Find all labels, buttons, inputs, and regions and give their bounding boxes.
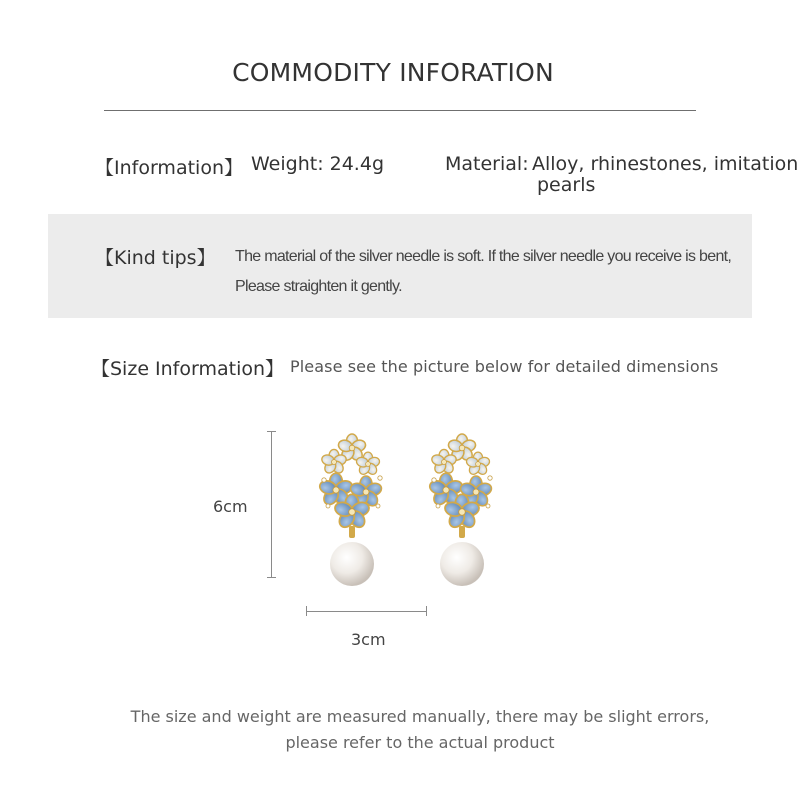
height-label: 6cm: [213, 497, 248, 516]
width-label: 3cm: [351, 630, 386, 649]
material-value-line1: Alloy, rhinestones, imitation: [532, 153, 799, 175]
kind-tips-label: 【Kind tips】: [95, 247, 216, 269]
right-earring: [428, 434, 493, 586]
material-label: Material:: [445, 153, 529, 175]
height-dimension-cap-top: [267, 431, 276, 432]
height-dimension-cap-bottom: [267, 577, 276, 578]
footer-line2: please refer to the actual product: [285, 733, 555, 752]
earring-pair-image: [290, 420, 520, 595]
size-information-label: 【Size Information】: [91, 358, 285, 380]
left-earring: [318, 434, 383, 586]
title-divider: [104, 110, 696, 111]
width-dimension-line: [306, 611, 427, 612]
page-title: COMMODITY INFORATION: [232, 58, 554, 87]
width-dimension-cap-left: [306, 606, 307, 616]
kind-tips-line2: Please straighten it gently.: [235, 278, 402, 295]
material-value-line2: pearls: [537, 174, 596, 196]
material-block: [445, 153, 799, 196]
width-dimension-cap-right: [426, 606, 427, 616]
kind-tips-text: [235, 242, 735, 302]
height-dimension-line: [271, 431, 272, 578]
footer-line1: The size and weight are measured manually, there may be slight errors,: [130, 707, 710, 726]
information-label: 【Information】: [95, 157, 243, 179]
kind-tips-line1: The material of the silver needle is soft. If the silver needle you receive is bent,: [235, 248, 732, 265]
size-description: Please see the picture below for detailed dimensions: [290, 357, 719, 376]
footer-note: [0, 704, 800, 756]
weight-text: Weight: 24.4g: [251, 153, 384, 175]
